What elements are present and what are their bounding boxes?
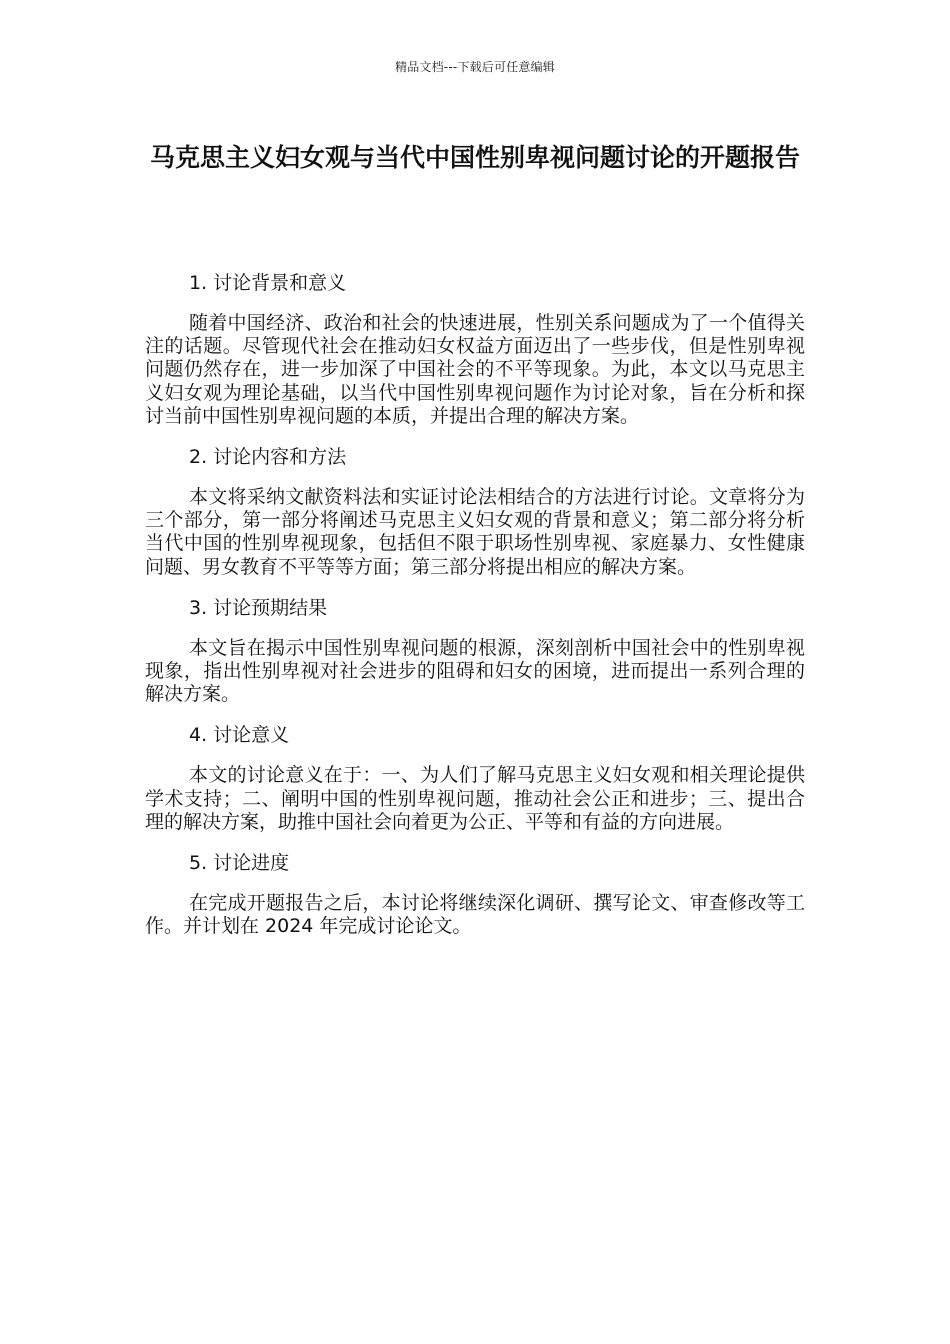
section-heading-significance: 4. 讨论意义 xyxy=(189,724,290,747)
section-paragraph-content-method: 本文将采纳文献资料法和实证讨论法相结合的方法进行讨论。文章将分为三个部分，第一部分将阐述马克思主义妇女观的背景和意义；第二部分将分析当代中国的性别卑视现象，包括但不限于职场性别卑视、家庭暴力、女性健康问题、男女教育不平等等方面；第三部分将提出相应的解决方案。 xyxy=(145,486,805,578)
section-heading-expected-results: 3. 讨论预期结果 xyxy=(189,596,328,619)
section-paragraph-progress: 在完成开题报告之后，本讨论将继续深化调研、撰写论文、审查修改等工作。并计划在 2024 年完成讨论论文。 xyxy=(145,892,805,938)
section-heading-content-method: 2. 讨论内容和方法 xyxy=(189,446,347,469)
section-heading-progress: 5. 讨论进度 xyxy=(189,852,290,875)
document-body xyxy=(145,270,805,954)
section-paragraph-significance: 本文的讨论意义在于：一、为人们了解马克思主义妇女观和相关理论提供学术支持；二、阐明中国的性别卑视问题，推动社会公正和进步；三、提出合理的解决方案，助推中国社会向着更为公正、平等和有益的方向进展。 xyxy=(145,764,805,833)
section-paragraph-expected-results: 本文旨在揭示中国性别卑视问题的根源，深刻剖析中国社会中的性别卑视现象，指出性别卑视对社会进步的阻碍和妇女的困境，进而提出一系列合理的解决方案。 xyxy=(145,636,805,706)
section-paragraph-background: 随着中国经济、政治和社会的快速进展，性别关系问题成为了一个值得关注的话题。尽管现代社会在推动妇女权益方面迈出了一些步伐，但是性别卑视问题仍然存在，进一步加深了中国社会的不平等现象。为此，本文以马克思主义妇女观为理论基础，以当代中国性别卑视问题作为讨论对象，旨在分析和探讨当前中国性别卑视问题的本质，并提出合理的解决方案。 xyxy=(145,312,805,427)
document-title: 马克思主义妇女观与当代中国性别卑视问题讨论的开题报告 xyxy=(149,143,800,172)
header-note: 精品文档---下载后可任意编辑 xyxy=(395,60,555,74)
section-heading-background: 1. 讨论背景和意义 xyxy=(189,272,347,294)
